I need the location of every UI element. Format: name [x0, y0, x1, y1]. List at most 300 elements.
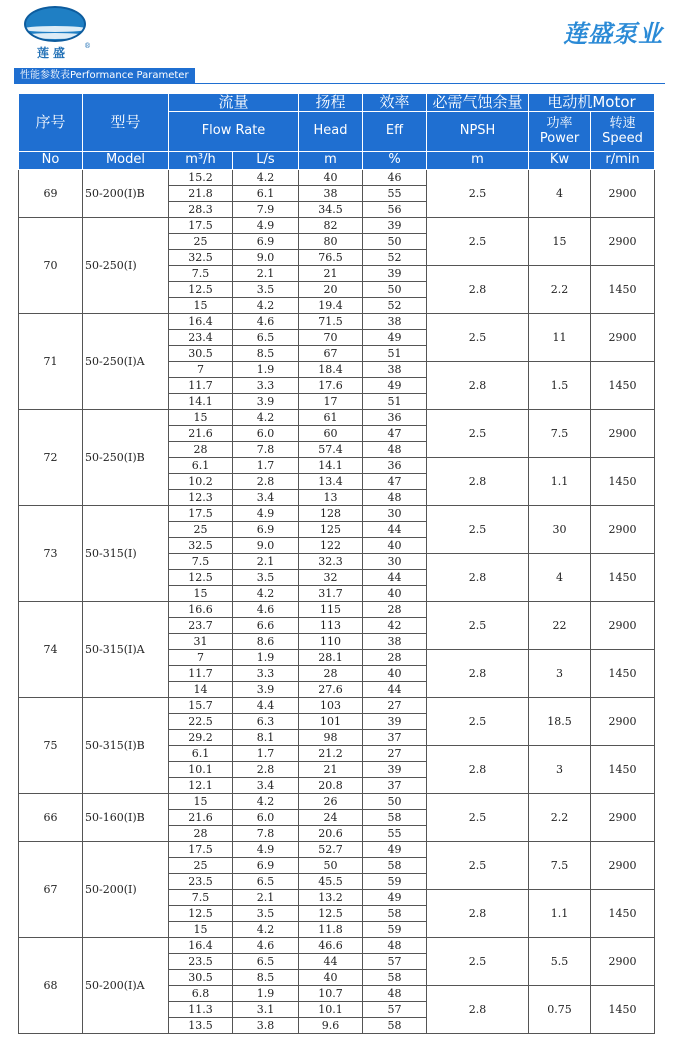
cell-flow-m3h: 28 — [169, 826, 233, 842]
cell-flow-m3h: 10.1 — [169, 762, 233, 778]
cell-head: 13 — [299, 490, 363, 506]
table-row — [19, 170, 655, 186]
cell-power: 7.5 — [529, 410, 591, 458]
cell-flow-ls: 8.1 — [233, 730, 299, 746]
cell-flow-m3h: 7 — [169, 650, 233, 666]
cell-power: 2.2 — [529, 794, 591, 842]
page-header — [0, 0, 695, 70]
cell-flow-ls: 3.3 — [233, 378, 299, 394]
cell-flow-ls: 7.8 — [233, 442, 299, 458]
cell-no: 72 — [19, 410, 83, 506]
cell-model: 50-315(I)B — [83, 698, 169, 794]
cell-flow-m3h: 15.2 — [169, 170, 233, 186]
cell-flow-m3h: 25 — [169, 858, 233, 874]
cell-head: 40 — [299, 170, 363, 186]
cell-head: 80 — [299, 234, 363, 250]
cell-eff: 37 — [363, 778, 427, 794]
cell-npsh: 2.8 — [427, 650, 529, 698]
cell-flow-m3h: 10.2 — [169, 474, 233, 490]
header-speed — [591, 112, 655, 152]
cell-power: 1.1 — [529, 890, 591, 938]
cell-head: 103 — [299, 698, 363, 714]
cell-flow-ls: 3.5 — [233, 282, 299, 298]
cell-head: 60 — [299, 426, 363, 442]
table-row — [19, 218, 655, 234]
cell-flow-m3h: 25 — [169, 522, 233, 538]
cell-head: 32 — [299, 570, 363, 586]
cell-flow-ls: 7.8 — [233, 826, 299, 842]
cell-no: 69 — [19, 170, 83, 218]
cell-head: 98 — [299, 730, 363, 746]
cell-head: 27.6 — [299, 682, 363, 698]
cell-eff: 50 — [363, 794, 427, 810]
cell-eff: 44 — [363, 682, 427, 698]
cell-eff: 39 — [363, 266, 427, 282]
cell-model: 50-315(I)A — [83, 602, 169, 698]
cell-flow-ls: 8.6 — [233, 634, 299, 650]
cell-flow-m3h: 11.3 — [169, 1002, 233, 1018]
unit-npsh: m — [427, 152, 529, 170]
cell-flow-ls: 6.5 — [233, 874, 299, 890]
cell-eff: 51 — [363, 394, 427, 410]
cell-npsh: 2.8 — [427, 362, 529, 410]
cell-eff: 37 — [363, 730, 427, 746]
cell-flow-ls: 6.3 — [233, 714, 299, 730]
cell-no: 67 — [19, 842, 83, 938]
cell-eff: 36 — [363, 410, 427, 426]
cell-no: 74 — [19, 602, 83, 698]
cell-power: 3 — [529, 746, 591, 794]
cell-eff: 49 — [363, 842, 427, 858]
cell-eff: 36 — [363, 458, 427, 474]
cell-flow-ls: 6.5 — [233, 954, 299, 970]
cell-eff: 40 — [363, 538, 427, 554]
cell-model: 50-200(I) — [83, 842, 169, 938]
cell-speed: 2900 — [591, 842, 655, 890]
cell-head: 71.5 — [299, 314, 363, 330]
table-row — [19, 314, 655, 330]
cell-flow-m3h: 12.5 — [169, 570, 233, 586]
cell-flow-m3h: 12.5 — [169, 282, 233, 298]
cell-npsh: 2.8 — [427, 266, 529, 314]
header-eff-en: Eff — [363, 112, 427, 152]
cell-flow-ls: 4.2 — [233, 170, 299, 186]
cell-flow-ls: 3.1 — [233, 1002, 299, 1018]
table-body — [19, 170, 655, 1034]
logo-text: 莲盛 — [36, 46, 69, 60]
cell-head: 82 — [299, 218, 363, 234]
cell-eff: 56 — [363, 202, 427, 218]
registered-mark: ® — [84, 42, 91, 50]
cell-flow-m3h: 32.5 — [169, 250, 233, 266]
cell-no: 68 — [19, 938, 83, 1034]
cell-model: 50-200(I)B — [83, 170, 169, 218]
cell-flow-ls: 3.9 — [233, 682, 299, 698]
cell-flow-ls: 4.2 — [233, 410, 299, 426]
cell-flow-ls: 1.9 — [233, 986, 299, 1002]
cell-model: 50-250(I)A — [83, 314, 169, 410]
cell-flow-m3h: 23.7 — [169, 618, 233, 634]
cell-power: 1.1 — [529, 458, 591, 506]
cell-head: 70 — [299, 330, 363, 346]
cell-speed: 2900 — [591, 506, 655, 554]
cell-flow-m3h: 13.5 — [169, 1018, 233, 1034]
header-no-en: No — [19, 152, 83, 170]
cell-flow-ls: 9.0 — [233, 538, 299, 554]
cell-flow-ls: 6.9 — [233, 858, 299, 874]
cell-npsh: 2.5 — [427, 602, 529, 650]
cell-speed: 1450 — [591, 650, 655, 698]
cell-speed: 1450 — [591, 266, 655, 314]
cell-head: 40 — [299, 970, 363, 986]
cell-head: 76.5 — [299, 250, 363, 266]
cell-head: 10.1 — [299, 1002, 363, 1018]
cell-head: 113 — [299, 618, 363, 634]
cell-flow-ls: 3.9 — [233, 394, 299, 410]
cell-model: 50-250(I) — [83, 218, 169, 314]
cell-head: 12.5 — [299, 906, 363, 922]
cell-speed: 2900 — [591, 410, 655, 458]
cell-speed: 2900 — [591, 938, 655, 986]
cell-flow-ls: 1.7 — [233, 746, 299, 762]
cell-eff: 55 — [363, 826, 427, 842]
cell-eff: 50 — [363, 282, 427, 298]
cell-power: 15 — [529, 218, 591, 266]
company-logo — [20, 6, 90, 64]
cell-eff: 38 — [363, 634, 427, 650]
cell-head: 21 — [299, 266, 363, 282]
cell-power: 11 — [529, 314, 591, 362]
header-power — [529, 112, 591, 152]
cell-head: 44 — [299, 954, 363, 970]
cell-speed: 2900 — [591, 218, 655, 266]
header-speed-cn: 转速 — [609, 116, 636, 132]
cell-flow-m3h: 32.5 — [169, 538, 233, 554]
cell-npsh: 2.5 — [427, 698, 529, 746]
cell-flow-ls: 6.0 — [233, 426, 299, 442]
cell-power: 18.5 — [529, 698, 591, 746]
cell-head: 9.6 — [299, 1018, 363, 1034]
cell-eff: 47 — [363, 426, 427, 442]
cell-flow-ls: 4.6 — [233, 314, 299, 330]
cell-power: 22 — [529, 602, 591, 650]
cell-no: 75 — [19, 698, 83, 794]
cell-eff: 28 — [363, 650, 427, 666]
cell-speed: 2900 — [591, 170, 655, 218]
table-row — [19, 794, 655, 810]
cell-flow-m3h: 29.2 — [169, 730, 233, 746]
cell-flow-ls: 8.5 — [233, 970, 299, 986]
cell-eff: 55 — [363, 186, 427, 202]
cell-flow-m3h: 28.3 — [169, 202, 233, 218]
cell-head: 18.4 — [299, 362, 363, 378]
cell-eff: 49 — [363, 330, 427, 346]
cell-eff: 40 — [363, 586, 427, 602]
cell-head: 28 — [299, 666, 363, 682]
cell-flow-m3h: 17.5 — [169, 218, 233, 234]
cell-speed: 2900 — [591, 314, 655, 362]
cell-flow-ls: 4.6 — [233, 602, 299, 618]
cell-flow-ls: 6.1 — [233, 186, 299, 202]
cell-head: 128 — [299, 506, 363, 522]
cell-eff: 58 — [363, 858, 427, 874]
cell-eff: 52 — [363, 298, 427, 314]
cell-flow-m3h: 12.5 — [169, 906, 233, 922]
cell-flow-ls: 2.1 — [233, 554, 299, 570]
cell-npsh: 2.5 — [427, 794, 529, 842]
header-no-cn: 序号 — [19, 94, 83, 152]
cell-flow-ls: 4.6 — [233, 938, 299, 954]
cell-speed: 2900 — [591, 794, 655, 842]
cell-speed: 1450 — [591, 554, 655, 602]
table-row — [19, 938, 655, 954]
cell-head: 34.5 — [299, 202, 363, 218]
cell-flow-ls: 4.2 — [233, 794, 299, 810]
cell-flow-ls: 6.9 — [233, 234, 299, 250]
cell-flow-m3h: 7 — [169, 362, 233, 378]
cell-head: 125 — [299, 522, 363, 538]
cell-power: 3 — [529, 650, 591, 698]
cell-eff: 59 — [363, 874, 427, 890]
cell-flow-ls: 1.9 — [233, 362, 299, 378]
cell-eff: 27 — [363, 746, 427, 762]
cell-flow-ls: 4.9 — [233, 506, 299, 522]
cell-npsh: 2.5 — [427, 842, 529, 890]
cell-npsh: 2.8 — [427, 746, 529, 794]
cell-power: 2.2 — [529, 266, 591, 314]
cell-eff: 42 — [363, 618, 427, 634]
cell-npsh: 2.5 — [427, 314, 529, 362]
header-head-cn: 扬程 — [299, 94, 363, 112]
cell-eff: 48 — [363, 986, 427, 1002]
cell-flow-m3h: 21.8 — [169, 186, 233, 202]
logo-emblem-icon — [24, 6, 86, 42]
cell-eff: 30 — [363, 506, 427, 522]
cell-power: 5.5 — [529, 938, 591, 986]
cell-flow-ls: 2.8 — [233, 474, 299, 490]
unit-head: m — [299, 152, 363, 170]
cell-head: 14.1 — [299, 458, 363, 474]
cell-flow-ls: 4.9 — [233, 218, 299, 234]
cell-head: 67 — [299, 346, 363, 362]
cell-power: 0.75 — [529, 986, 591, 1034]
cell-head: 20.8 — [299, 778, 363, 794]
cell-flow-m3h: 17.5 — [169, 842, 233, 858]
cell-eff: 51 — [363, 346, 427, 362]
cell-flow-ls: 4.2 — [233, 586, 299, 602]
cell-model: 50-200(I)A — [83, 938, 169, 1034]
cell-no: 70 — [19, 218, 83, 314]
cell-flow-m3h: 30.5 — [169, 970, 233, 986]
cell-flow-ls: 3.4 — [233, 778, 299, 794]
cell-speed: 1450 — [591, 890, 655, 938]
table-row — [19, 602, 655, 618]
cell-eff: 58 — [363, 810, 427, 826]
cell-eff: 58 — [363, 970, 427, 986]
cell-head: 45.5 — [299, 874, 363, 890]
cell-flow-m3h: 25 — [169, 234, 233, 250]
header-model-cn: 型号 — [83, 94, 169, 152]
cell-eff: 48 — [363, 442, 427, 458]
cell-flow-m3h: 31 — [169, 634, 233, 650]
header-motor: 电动机Motor — [529, 94, 655, 112]
unit-power: Kw — [529, 152, 591, 170]
cell-head: 57.4 — [299, 442, 363, 458]
cell-head: 52.7 — [299, 842, 363, 858]
unit-flow-ls: L/s — [233, 152, 299, 170]
cell-flow-m3h: 28 — [169, 442, 233, 458]
cell-flow-m3h: 7.5 — [169, 890, 233, 906]
section-header — [14, 68, 665, 84]
cell-flow-m3h: 6.1 — [169, 458, 233, 474]
cell-eff: 44 — [363, 570, 427, 586]
table-row — [19, 410, 655, 426]
cell-head: 101 — [299, 714, 363, 730]
cell-model: 50-250(I)B — [83, 410, 169, 506]
cell-head: 28.1 — [299, 650, 363, 666]
cell-flow-ls: 1.7 — [233, 458, 299, 474]
cell-flow-ls: 3.3 — [233, 666, 299, 682]
section-divider — [14, 83, 665, 84]
cell-flow-ls: 3.4 — [233, 490, 299, 506]
cell-head: 21 — [299, 762, 363, 778]
cell-eff: 50 — [363, 234, 427, 250]
cell-eff: 38 — [363, 314, 427, 330]
cell-flow-m3h: 23.5 — [169, 874, 233, 890]
cell-flow-ls: 6.9 — [233, 522, 299, 538]
header-speed-en: Speed — [602, 130, 643, 146]
cell-npsh: 2.8 — [427, 554, 529, 602]
table-row — [19, 506, 655, 522]
cell-eff: 58 — [363, 1018, 427, 1034]
cell-eff: 47 — [363, 474, 427, 490]
cell-head: 31.7 — [299, 586, 363, 602]
cell-flow-m3h: 16.4 — [169, 938, 233, 954]
cell-eff: 39 — [363, 762, 427, 778]
cell-power: 4 — [529, 170, 591, 218]
cell-head: 115 — [299, 602, 363, 618]
cell-head: 110 — [299, 634, 363, 650]
cell-flow-m3h: 22.5 — [169, 714, 233, 730]
header-head-en: Head — [299, 112, 363, 152]
cell-eff: 57 — [363, 1002, 427, 1018]
cell-speed: 2900 — [591, 698, 655, 746]
cell-flow-ls: 6.6 — [233, 618, 299, 634]
cell-flow-m3h: 15 — [169, 586, 233, 602]
cell-speed: 2900 — [591, 602, 655, 650]
cell-power: 30 — [529, 506, 591, 554]
cell-head: 46.6 — [299, 938, 363, 954]
cell-flow-ls: 7.9 — [233, 202, 299, 218]
cell-npsh: 2.8 — [427, 986, 529, 1034]
cell-eff: 58 — [363, 906, 427, 922]
cell-eff: 27 — [363, 698, 427, 714]
unit-flow-m3h: m³/h — [169, 152, 233, 170]
cell-power: 7.5 — [529, 842, 591, 890]
cell-head: 11.8 — [299, 922, 363, 938]
cell-head: 17.6 — [299, 378, 363, 394]
cell-flow-m3h: 11.7 — [169, 378, 233, 394]
cell-flow-m3h: 11.7 — [169, 666, 233, 682]
header-power-en: Power — [539, 130, 580, 146]
cell-npsh: 2.5 — [427, 170, 529, 218]
cell-eff: 40 — [363, 666, 427, 682]
cell-flow-ls: 9.0 — [233, 250, 299, 266]
cell-npsh: 2.5 — [427, 410, 529, 458]
performance-table — [18, 93, 655, 1034]
cell-speed: 1450 — [591, 986, 655, 1034]
cell-no: 71 — [19, 314, 83, 410]
cell-flow-ls: 3.8 — [233, 1018, 299, 1034]
unit-speed: r/min — [591, 152, 655, 170]
cell-npsh: 2.8 — [427, 458, 529, 506]
cell-flow-ls: 3.5 — [233, 906, 299, 922]
cell-flow-ls: 6.5 — [233, 330, 299, 346]
cell-head: 13.2 — [299, 890, 363, 906]
cell-head: 38 — [299, 186, 363, 202]
cell-head: 10.7 — [299, 986, 363, 1002]
table-row — [19, 842, 655, 858]
brand-name: 莲盛泵业 — [563, 20, 663, 48]
cell-flow-m3h: 6.1 — [169, 746, 233, 762]
cell-flow-ls: 4.2 — [233, 922, 299, 938]
cell-speed: 1450 — [591, 746, 655, 794]
cell-flow-m3h: 14.1 — [169, 394, 233, 410]
cell-flow-m3h: 21.6 — [169, 810, 233, 826]
cell-flow-ls: 4.2 — [233, 298, 299, 314]
header-flow-en: Flow Rate — [169, 112, 299, 152]
cell-flow-m3h: 17.5 — [169, 506, 233, 522]
cell-flow-ls: 8.5 — [233, 346, 299, 362]
cell-speed: 1450 — [591, 362, 655, 410]
cell-eff: 44 — [363, 522, 427, 538]
cell-head: 61 — [299, 410, 363, 426]
cell-head: 24 — [299, 810, 363, 826]
cell-model: 50-160(I)B — [83, 794, 169, 842]
cell-eff: 49 — [363, 890, 427, 906]
cell-head: 17 — [299, 394, 363, 410]
cell-flow-ls: 6.0 — [233, 810, 299, 826]
cell-flow-m3h: 16.4 — [169, 314, 233, 330]
cell-flow-ls: 1.9 — [233, 650, 299, 666]
cell-npsh: 2.5 — [427, 938, 529, 986]
cell-flow-m3h: 14 — [169, 682, 233, 698]
cell-no: 73 — [19, 506, 83, 602]
cell-flow-m3h: 23.5 — [169, 954, 233, 970]
cell-head: 13.4 — [299, 474, 363, 490]
cell-flow-m3h: 12.1 — [169, 778, 233, 794]
cell-eff: 49 — [363, 378, 427, 394]
unit-eff: % — [363, 152, 427, 170]
header-flow-cn: 流量 — [169, 94, 299, 112]
cell-eff: 52 — [363, 250, 427, 266]
cell-power: 4 — [529, 554, 591, 602]
cell-eff: 57 — [363, 954, 427, 970]
cell-eff: 38 — [363, 362, 427, 378]
cell-flow-m3h: 30.5 — [169, 346, 233, 362]
cell-flow-m3h: 7.5 — [169, 266, 233, 282]
cell-npsh: 2.5 — [427, 506, 529, 554]
cell-eff: 39 — [363, 714, 427, 730]
table-row — [19, 698, 655, 714]
header-power-cn: 功率 — [546, 116, 573, 132]
cell-flow-ls: 2.8 — [233, 762, 299, 778]
cell-flow-m3h: 15 — [169, 298, 233, 314]
cell-model: 50-315(I) — [83, 506, 169, 602]
cell-flow-ls: 4.9 — [233, 842, 299, 858]
cell-eff: 39 — [363, 218, 427, 234]
cell-flow-ls: 2.1 — [233, 266, 299, 282]
